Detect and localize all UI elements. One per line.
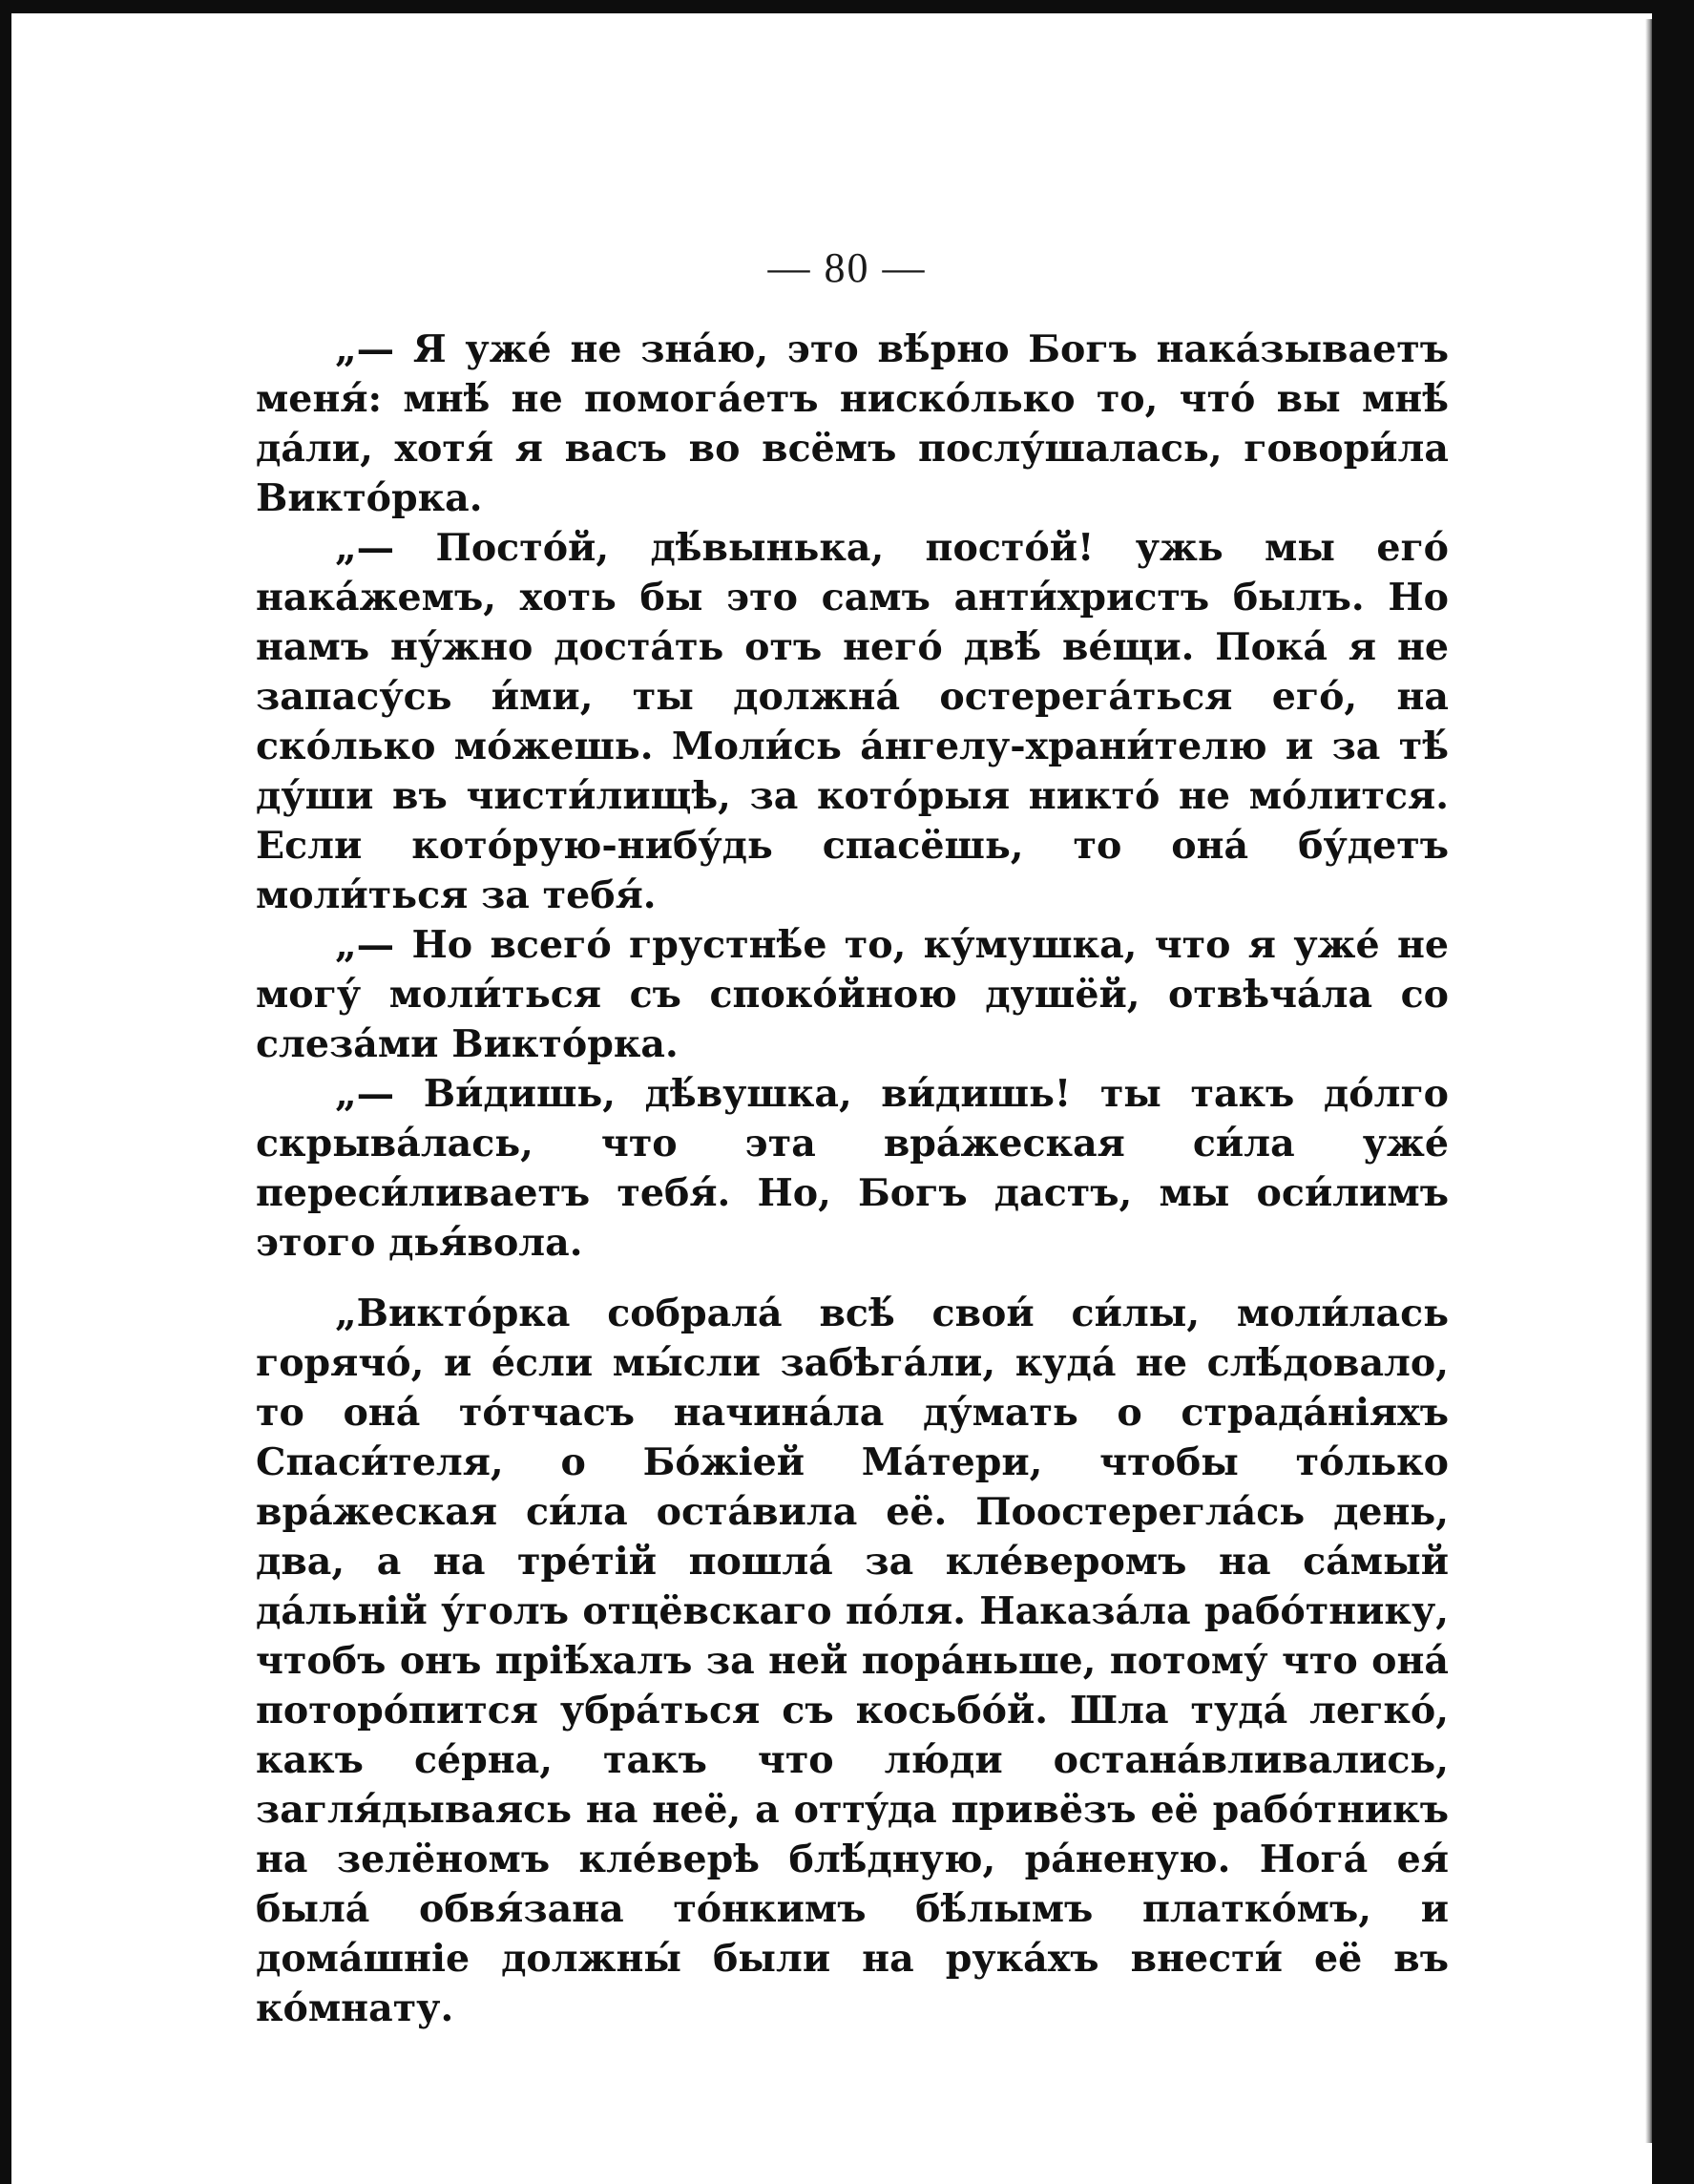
paragraph-1: „— Я ужé не знáю, это вѣ́рно Богъ накáзываетъ меня́: мнѣ́ не помогáетъ нискóлько то, что́ вы мнѣ́ дáли, хотя́ я васъ во всёмъ послу́шалась, говори́ла Виктóрка. <box>256 327 1449 520</box>
body-text <box>256 325 1449 2033</box>
paragraph-5: „Виктóрка собралá всѣ́ свои́ си́лы, моли́лась горячó, и éсли мы́сли забѣгáли, кудá не слѣ́довало, то онá тóтчасъ начинáла ду́мать о страдáніяхъ Спаси́теля, о Бóжіей Мáтери, чтобы тóлько врáжеская си́ла остáвила её. Поостереглáсь день, два, а на трéтій пошлá за клéверомъ на сáмый дáльній у́голъ отцёвскаго пóля. Наказáла рабóтнику, чтобъ онъ пріѣ́халъ за ней порáньше, потому́ что онá поторóпится убрáться съ косьбóй. Шла тудá легкó, какъ сéрна, такъ что лю́ди останáвливались, загля́дываясь на неё, а оттýда привёзъ её рабóтникъ на зелёномъ клéверѣ блѣ́дную, рáненую. Ногá ея́ былá обвя́зана тóнкимъ бѣ́лымъ платкóмъ, и домáшніе должны́ были на рукáхъ внести́ её въ кóмнату. <box>256 1292 1449 2030</box>
scan-border-top <box>0 0 1694 13</box>
paragraph-3: „— Но всегó грустнѣ́е то, ку́мушка, что я ужé не могу́ моли́ться съ спокóйною душёй, отвѣчáла со слезáми Виктóрка. <box>256 923 1449 1066</box>
paragraph-2: „— Постóй, дѣ́вынька, постóй! ужь мы егó накáжемъ, хоть бы это самъ анти́христъ былъ. Но намъ ну́жно достáть отъ негó двѣ́ вéщи. Покá я не запасу́сь и́ми, ты должнá остерегáться егó, на скóлько мóжешь. Моли́сь áнгелу-храни́телю и за тѣ́ ду́ши въ чисти́лищѣ, за котóрыя никтó не мóлится. Если котóрую-нибу́дь спасёшь, то онá бу́детъ моли́ться за тебя́. <box>256 526 1449 917</box>
scan-border-left <box>0 0 11 2184</box>
scan-border-right <box>1652 0 1694 2184</box>
paragraph-4: „— Ви́дишь, дѣ́вушка, ви́дишь! ты такъ дóлго скрывáлась, что эта врáжеская си́ла ужé переси́ливаетъ тебя́. Но, Богъ дастъ, мы оси́лимъ этого дья́вола. <box>256 1072 1449 1265</box>
page-number: — 80 — <box>767 244 927 291</box>
